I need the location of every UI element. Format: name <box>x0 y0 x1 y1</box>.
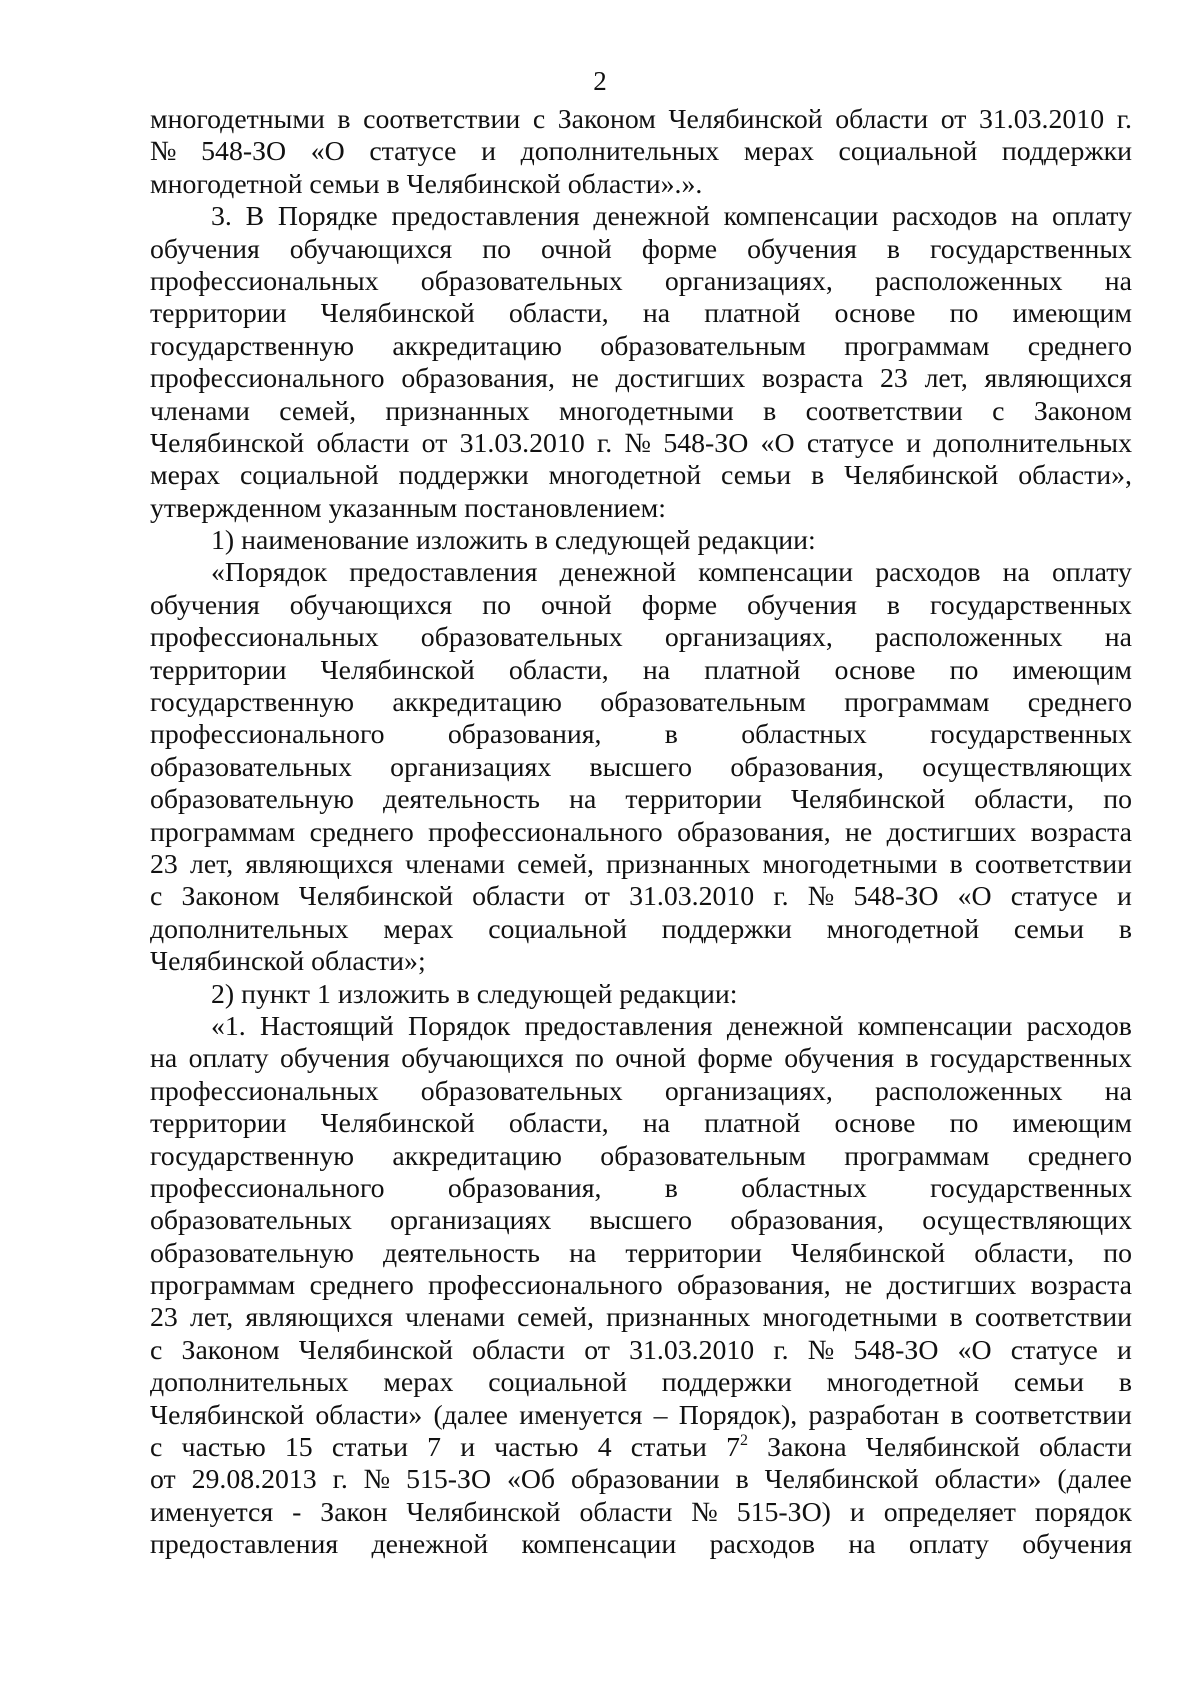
text-line: Челябинской области от 31.03.2010 г. № 548-ЗО «О статусе и дополнительных <box>150 427 1132 459</box>
text-line: 3. В Порядке предоставления денежной компенсации расходов на оплату <box>211 201 1132 233</box>
text-line: обучения обучающихся по очной форме обучения в государственных <box>150 233 1132 265</box>
text-line: образовательную деятельность на территории Челябинской области, по <box>150 1237 1132 1269</box>
text-line: образовательных организациях высшего образования, осуществляющих <box>150 751 1132 783</box>
text-line: территории Челябинской области, на платной основе по имеющим <box>150 1108 1132 1140</box>
text-line: территории Челябинской области, на платной основе по имеющим <box>150 298 1132 330</box>
text-line: профессионального образования, в областных государственных <box>150 1172 1132 1204</box>
text-line: образовательную деятельность на территории Челябинской области, по <box>150 784 1132 816</box>
text-line: Челябинской области»; <box>150 946 426 978</box>
text-line: обучения обучающихся по очной форме обучения в государственных <box>150 589 1132 621</box>
text-line: 2) пункт 1 изложить в следующей редакции: <box>211 978 738 1010</box>
text-line: многодетной семьи в Челябинской области».». <box>150 168 703 200</box>
text-line: с частью 15 статьи 7 и частью 4 статьи $7^2$ Закона Челябинской области <box>150 1432 1132 1464</box>
text-line: 23 лет, являющихся членами семей, признанных многодетными в соответствии <box>150 1302 1132 1334</box>
text-line: образовательных организациях высшего образования, осуществляющих <box>150 1205 1132 1237</box>
text-line: территории Челябинской области, на платной основе по имеющим <box>150 654 1132 686</box>
document-body <box>150 104 1132 1562</box>
text-line: государственную аккредитацию образовательным программам среднего <box>150 330 1132 362</box>
text-line: № 548-ЗО «О статусе и дополнительных мерах социальной поддержки <box>150 136 1132 168</box>
text-line: с Законом Челябинской области от 31.03.2010 г. № 548-ЗО «О статусе и <box>150 881 1132 913</box>
text-line: государственную аккредитацию образовательным программам среднего <box>150 687 1132 719</box>
text-line: от 29.08.2013 г. № 515-ЗО «Об образовании в Челябинской области» (далее <box>150 1464 1132 1496</box>
text-line: профессионального образования, в областных государственных <box>150 719 1132 751</box>
text-line: дополнительных мерах социальной поддержки многодетной семьи в <box>150 913 1132 945</box>
text-line: Челябинской области» (далее именуется – Порядок), разработан в соответствии <box>150 1399 1132 1431</box>
text-line: профессиональных образовательных организациях, расположенных на <box>150 265 1132 297</box>
text-line: мерах социальной поддержки многодетной семьи в Челябинской области», <box>150 460 1132 492</box>
text-line: «1. Настоящий Порядок предоставления денежной компенсации расходов <box>211 1010 1132 1042</box>
text-line: 23 лет, являющихся членами семей, признанных многодетными в соответствии <box>150 848 1132 880</box>
text-line: профессиональных образовательных организациях, расположенных на <box>150 622 1132 654</box>
page-number: 2 <box>593 66 607 96</box>
text-line: утвержденном указанным постановлением: <box>150 492 666 524</box>
text-line: членами семей, признанных многодетными в соответствии с Законом <box>150 395 1132 427</box>
text-line: именуется - Закон Челябинской области № 515-ЗО) и определяет порядок <box>150 1496 1132 1528</box>
text-line: многодетными в соответствии с Законом Челябинской области от 31.03.2010 г. <box>150 104 1132 135</box>
text-line: профессионального образования, не достигших возраста 23 лет, являющихся <box>150 363 1132 395</box>
text-line: с Законом Челябинской области от 31.03.2010 г. № 548-ЗО «О статусе и <box>150 1334 1132 1366</box>
text-line: программам среднего профессионального образования, не достигших возраста <box>150 816 1132 848</box>
text-line: государственную аккредитацию образовательным программам среднего <box>150 1140 1132 1172</box>
text-line: программам среднего профессионального образования, не достигших возраста <box>150 1270 1132 1302</box>
text-line: на оплату обучения обучающихся по очной форме обучения в государственных <box>150 1043 1132 1075</box>
text-line: 1) наименование изложить в следующей редакции: <box>211 525 816 557</box>
text-line: профессиональных образовательных организациях, расположенных на <box>150 1075 1132 1107</box>
text-line: предоставления денежной компенсации расходов на оплату обучения <box>150 1529 1132 1561</box>
text-line: «Порядок предоставления денежной компенсации расходов на оплату <box>211 557 1132 589</box>
text-line: дополнительных мерах социальной поддержки многодетной семьи в <box>150 1367 1132 1399</box>
